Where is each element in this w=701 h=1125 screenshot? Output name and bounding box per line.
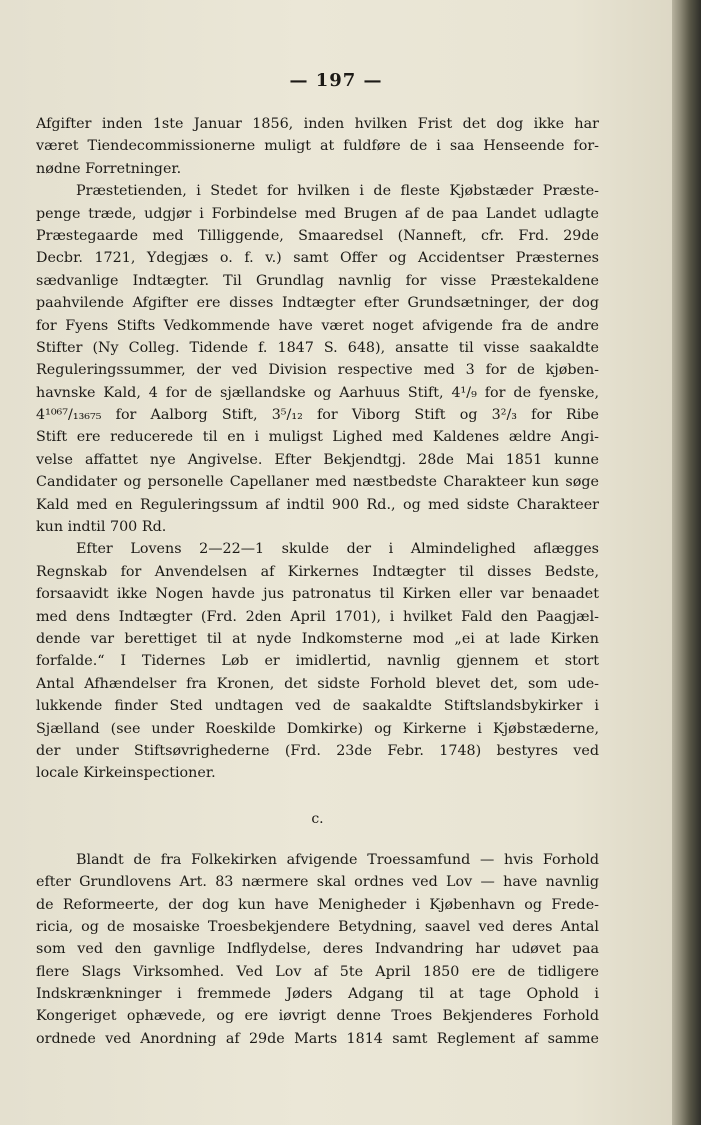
page-number: — 197 —: [289, 70, 383, 91]
text-line: Indskrænkninger i fremmede Jøders Adgang til at tage Ophold i: [36, 986, 599, 1003]
section-label: c.: [311, 810, 324, 827]
text-line: forsaavidt ikke Nogen havde jus patronatus til Kirken eller var benaadet: [36, 586, 599, 603]
text-line: Efter Lovens 2—22—1 skulde der i Almindelighed aflægges: [76, 541, 599, 558]
book-spine-edge: [672, 0, 701, 1125]
text-line: Blandt de fra Folkekirken afvigende Troessamfund — hvis Forhold: [76, 851, 599, 868]
text-line: penge træde, udgjør i Forbindelse med Brugen af de paa Landet udlagte: [36, 205, 599, 222]
text-line: Regnskab for Anvendelsen af Kirkernes Indtægter til disses Bedste,: [36, 563, 599, 580]
text-line: Kald med en Reguleringssum af indtil 900 Rd., og med sidste Charakteer: [36, 496, 599, 513]
text-line: Decbr. 1721, Ydegjæs o. f. v.) samt Offer og Accidentser Præsternes: [36, 250, 599, 267]
text-line: paahvilende Afgifter ere disses Indtægter efter Grundsætninger, der dog: [36, 295, 599, 312]
paragraph-4: [36, 849, 599, 1051]
text-line: nødne Forretninger.: [36, 160, 182, 177]
text-line: lukkende finder Sted undtagen ved de saakaldte Stiftslandsbykirker i: [36, 698, 599, 715]
text-line: sædvanlige Indtægter. Til Grundlag navnlig for visse Præstekaldene: [36, 272, 599, 289]
text-line: Stifter (Ny Colleg. Tidende f. 1847 S. 648), ansatte til visse saakaldte: [36, 339, 599, 356]
text-line: der under Stiftsøvrighederne (Frd. 23de Febr. 1748) bestyres ved: [36, 742, 599, 759]
text-line: flere Slags Virksomhed. Ved Lov af 5te April 1850 ere de tidligere: [36, 963, 599, 980]
text-line: velse affattet nye Angivelse. Efter Bekjendtgj. 28de Mai 1851 kunne: [36, 451, 599, 468]
text-line: havnske Kald, 4 for de sjællandske og Aarhuus Stift, 4¹/₉ for de fyenske,: [36, 384, 599, 401]
text-line: været Tiendecommissionerne muligt at fuldføre de i saa Henseende for-: [36, 138, 599, 155]
text-line: Stift ere reducerede til en i muligst Lighed med Kaldenes ældre Angi-: [36, 429, 599, 446]
text-line: forfalde.“ I Tidernes Løb er imidlertid, navnlig gjennem et stort: [36, 653, 599, 670]
text-line: ordnede ved Anordning af 29de Marts 1814 samt Reglement af samme: [36, 1030, 599, 1047]
text-line: Præstegaarde med Tilliggende, Smaaredsel (Nanneft, cfr. Frd. 29de: [36, 227, 599, 244]
text-line: med dens Indtægter (Frd. 2den April 1701), i hvilket Fald den Paagjæl-: [36, 608, 599, 625]
text-line: kun indtil 700 Rd.: [36, 519, 167, 536]
text-line: ricia, og de mosaiske Troesbekjendere Betydning, saavel ved deres Antal: [36, 918, 599, 935]
text-line: locale Kirkeinspectioner.: [36, 765, 216, 782]
paragraph-3: [36, 538, 599, 784]
paragraph-1: [36, 113, 599, 180]
paragraph-2: [36, 180, 599, 538]
text-line: Præstetienden, i Stedet for hvilken i de fleste Kjøbstæder Præste-: [76, 183, 599, 200]
text-line: Sjælland (see under Roeskilde Domkirke) og Kirkerne i Kjøbstæderne,: [36, 720, 599, 737]
text-line: dende var berettiget til at nyde Indkomsterne mod „ei at lade Kirken: [36, 630, 599, 647]
text-line: Afgifter inden 1ste Januar 1856, inden hvilken Frist det dog ikke har: [36, 116, 599, 132]
text-line: Reguleringssummer, der ved Division respective med 3 for de kjøben-: [36, 362, 599, 379]
text-line: Candidater og personelle Capellaner med næstbedste Charakteer kun søge: [36, 474, 599, 491]
text-line: Antal Afhændelser fra Kronen, det sidste Forhold blevet det, som ude-: [36, 675, 599, 692]
text-line: 4¹⁰⁶⁷/₁₃₆₇₅ for Aalborg Stift, 3⁵/₁₂ for Viborg Stift og 3²/₃ for Ribe: [36, 407, 599, 424]
body-text: [36, 113, 599, 1050]
text-line: som ved den gavnlige Indflydelse, deres Indvandring har udøvet paa: [36, 941, 599, 958]
text-line: Kongeriget ophævede, og ere iøvrigt denne Troes Bekjenderes Forhold: [36, 1008, 599, 1025]
text-line: de Reformeerte, der dog kun have Menigheder i Kjøbenhavn og Frede-: [36, 896, 599, 913]
text-line: efter Grundlovens Art. 83 nærmere skal ordnes ved Lov — have navnlig: [36, 874, 599, 891]
text-line: for Fyens Stifts Vedkommende have været noget afvigende fra de andre: [36, 317, 599, 334]
